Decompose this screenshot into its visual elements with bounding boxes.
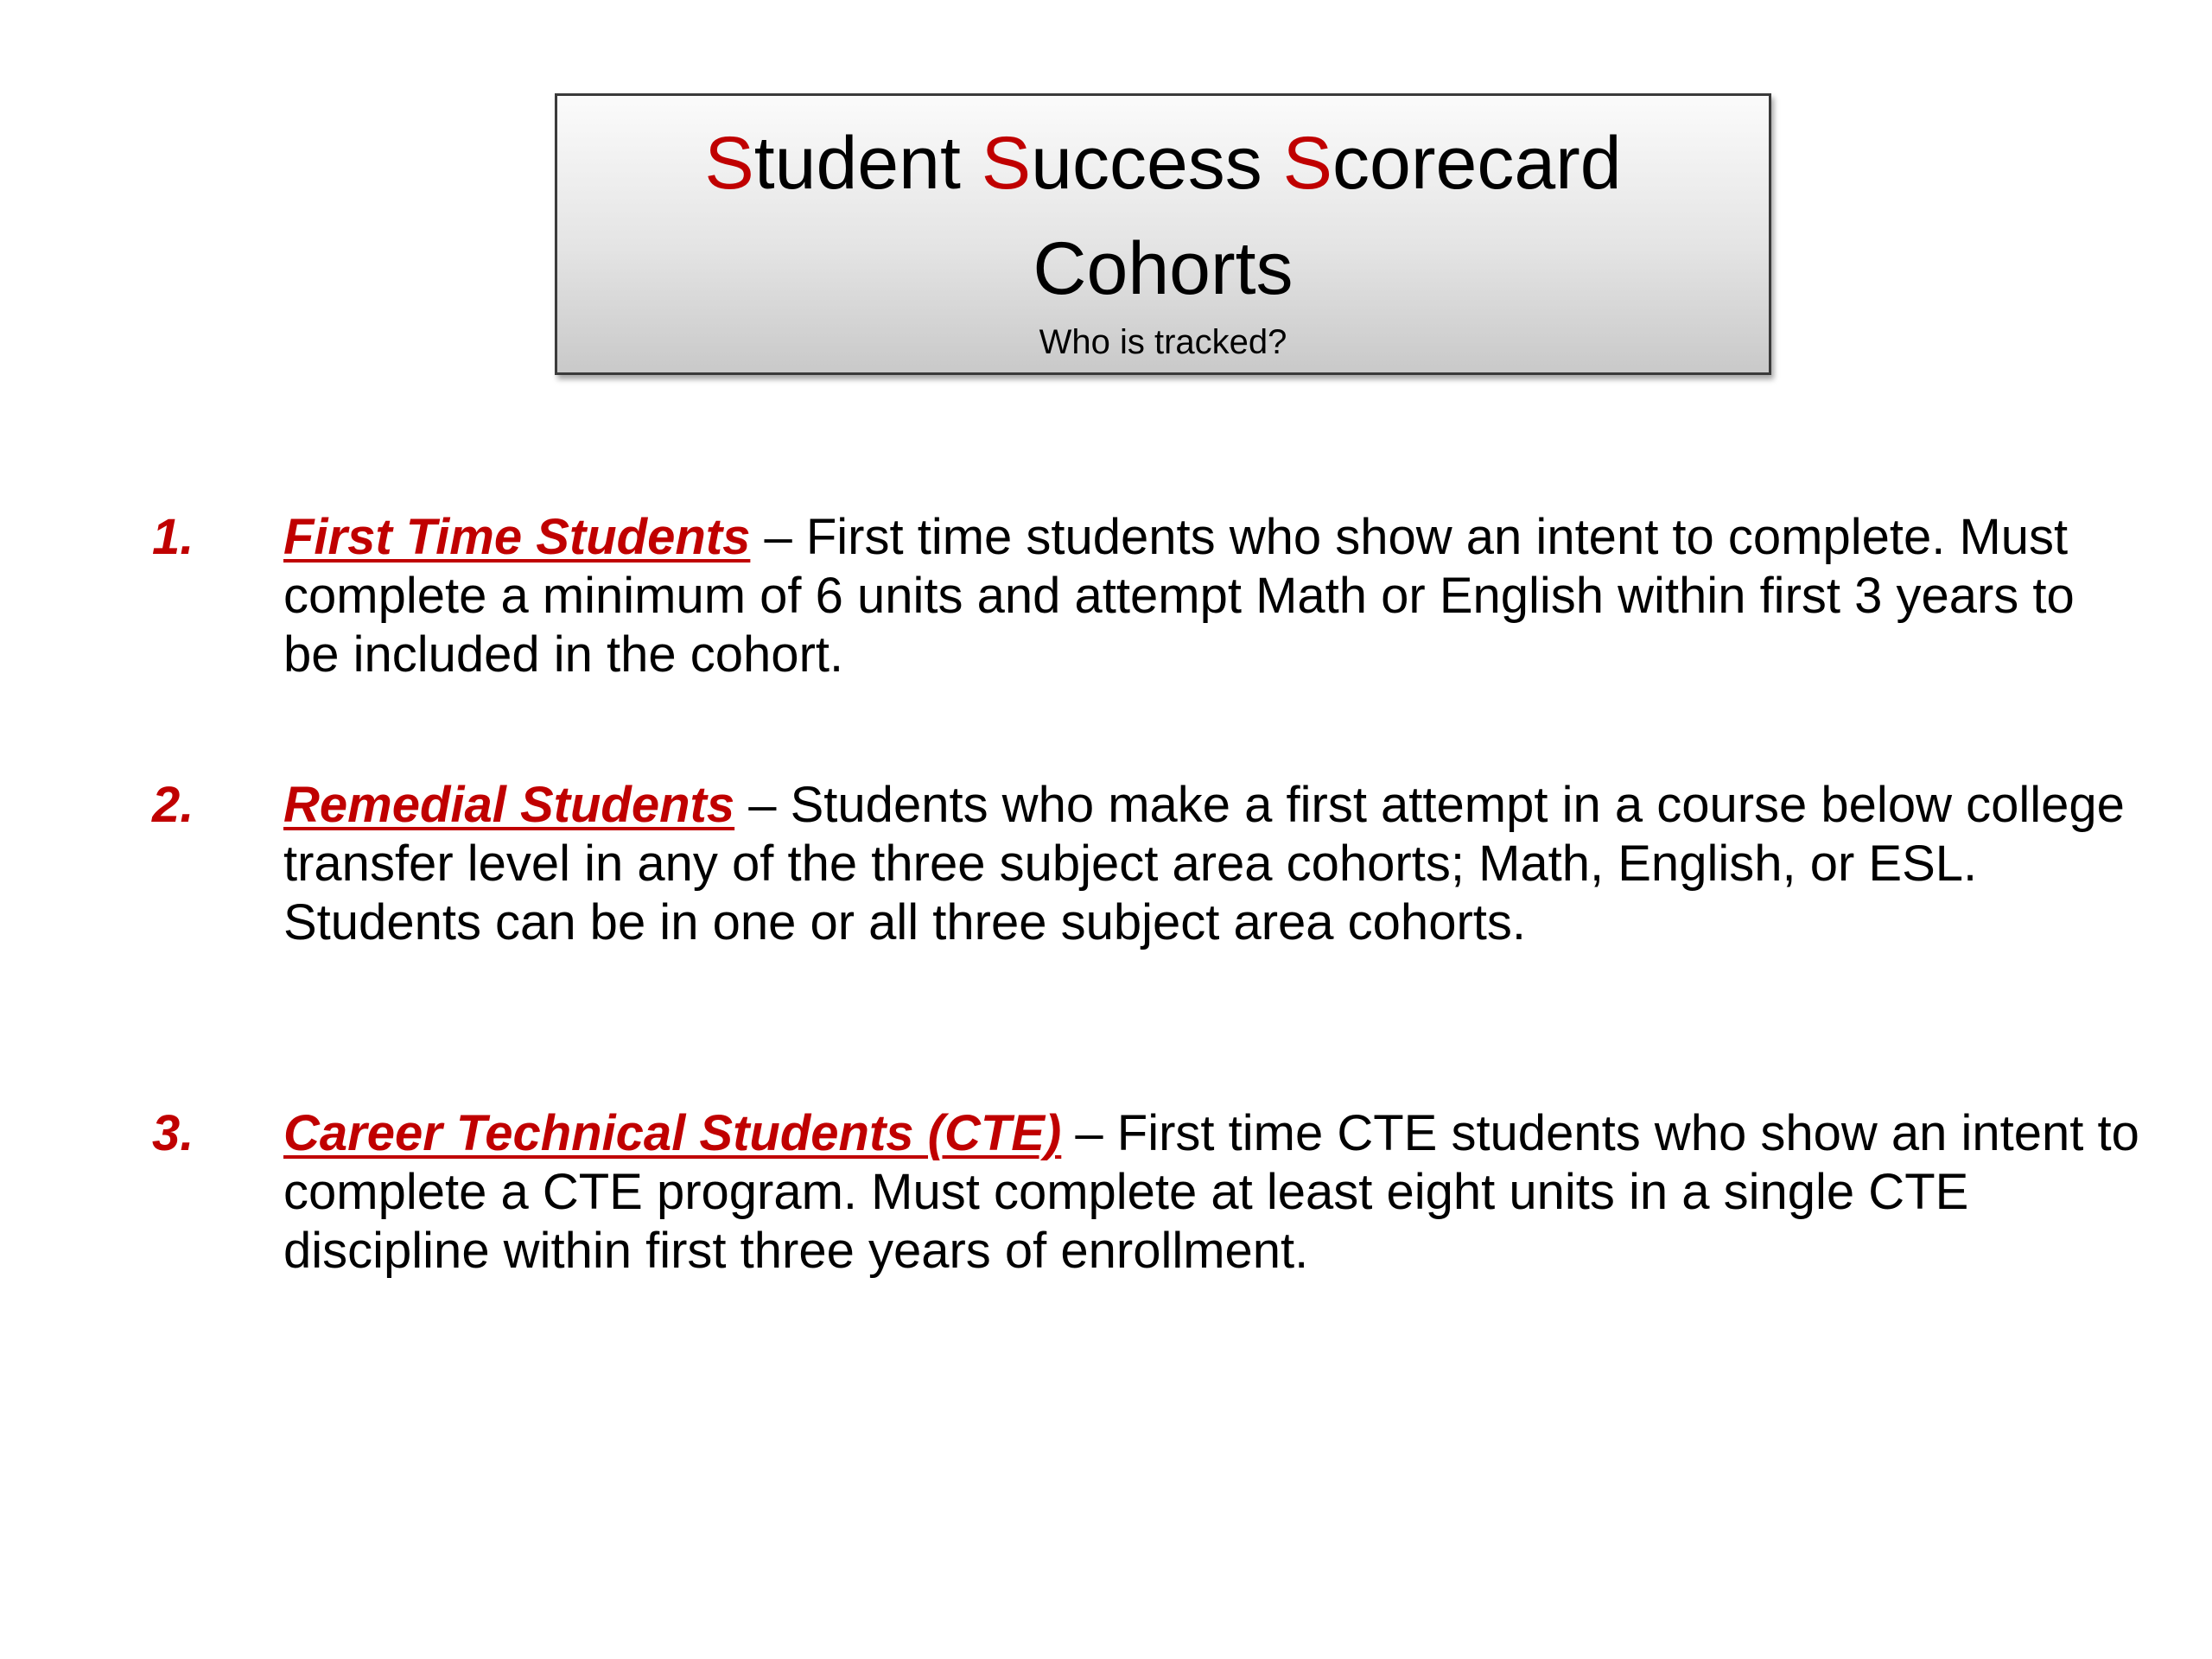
- dash-separator: –: [1061, 1105, 1117, 1161]
- title-word-rest: uccess: [1031, 122, 1283, 205]
- slide-subtitle: Who is tracked?: [1039, 323, 1287, 361]
- list-number: 2.: [152, 777, 194, 833]
- title-word-rest: tudent: [753, 122, 982, 205]
- title-initial: S: [981, 122, 1032, 205]
- cohort-description: First time CTE students who show an intent to complete a CTE program. Must complete at least eight units in a single CTE discipline within first three years of enrollment.: [283, 1105, 2139, 1279]
- slide-title-line2: Cohorts: [1033, 227, 1294, 310]
- title-initial: S: [704, 122, 754, 205]
- dash-separator: –: [750, 509, 806, 565]
- cohort-name: First Time Students: [283, 509, 751, 565]
- dash-separator: –: [734, 777, 791, 833]
- cohort-definition: [283, 1104, 2139, 1281]
- title-initial: S: [1282, 122, 1333, 205]
- cohort-definition: [283, 776, 2139, 952]
- list-number: 3.: [152, 1105, 194, 1161]
- cohort-name: Remedial Students: [283, 777, 735, 833]
- cohort-name: Career Technical Students (CTE): [283, 1105, 1062, 1161]
- cohort-description: Students who make a first attempt in a course below college transfer level in any of the three subject area cohorts; Math, English, or ESL. Students can be in one or all three subject area cohorts.: [283, 777, 2125, 950]
- list-number: 1.: [152, 509, 194, 565]
- cohort-definition: [283, 508, 2139, 684]
- cohort-description: First time students who show an intent to complete. Must complete a minimum of 6 units and attempt Math or English within first 3 years to be included in the cohort.: [283, 509, 2075, 683]
- title-word-rest: corecard: [1332, 122, 1622, 205]
